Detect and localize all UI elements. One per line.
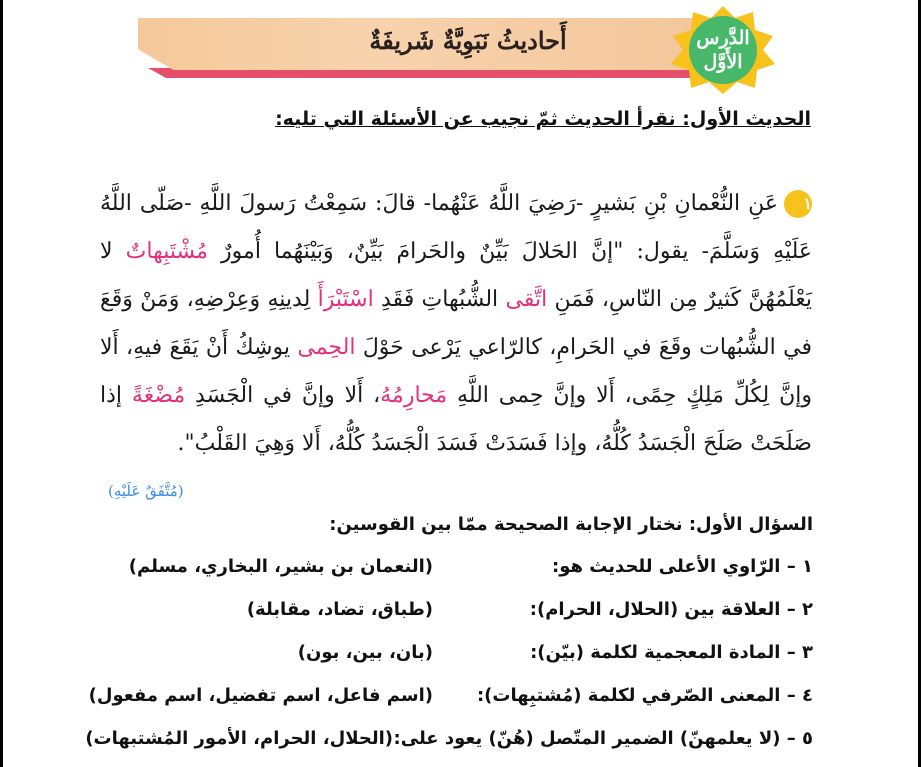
question-text: ٣ – المادة المعجمية لكلمة (بيّن): [530, 642, 813, 663]
question-options: (بان، بين، بون) [297, 642, 433, 663]
question-item [93, 599, 813, 629]
question-text: ٢ – العلاقة بين (الحلال، الحرام): [529, 599, 813, 620]
hadith-segment: عَنِ النُّعْمانِ بْنِ بَشيرٍ -رَضِيَ اللَّهُ عَنْهُما- قالَ: سَمِعْتُ رَسولَ اللَّهِ -صَلّى اللَّهُ عَلَيْهِ وَسَلَّمَ- يقول: "إنَّ الحَلالَ بَيِّنٌ والحَرامَ بَيِّنٌ، وَبَيْنَهُما أُمورٌ [100, 191, 812, 264]
badge-label [687, 26, 759, 74]
question-text: ١ – الرّاوي الأعلى للحديث هو: [552, 556, 813, 577]
badge-line-2: الأَوَّل [703, 51, 743, 73]
highlighted-word: الحِمى [297, 335, 356, 360]
hadith-source: (مُتَّفَقٌ عَلَيْهِ) [108, 482, 184, 500]
question-options: (طباق، تضاد، مقابلة) [246, 599, 433, 620]
lesson-banner [108, 4, 788, 96]
hadith-segment: الشُّبُهاتِ فَقَدِ [373, 287, 506, 312]
question-options: (النعمان بن بشير، البخاري، مسلم) [128, 556, 433, 577]
question-item [88, 685, 813, 715]
hadith-segment: ، أَلا وإنَّ في الْجَسَدِ [185, 383, 381, 408]
question-item [85, 728, 813, 758]
hadith-segment: لا يَعْلَمُهُنَّ كَثيرٌ مِن النّاسِ، فَمَنِ [100, 239, 813, 312]
hadith-text [100, 180, 812, 468]
hadith-segment: إذا صَلَحَتْ صَلَحَ الْجَسَدُ كُلُّهُ، وإذا فَسَدَتْ فَسَدَ الْجَسَدُ كُلُّهُ، أَلا وَهِيَ القَلْبُ". [100, 383, 812, 456]
page-border-left [0, 0, 3, 767]
highlighted-word: اسْتَبْرَأَ [317, 287, 374, 312]
question-options: (اسم فاعل، اسم تفضيل، اسم مفعول) [88, 685, 433, 706]
highlighted-word: مُضْغَةً [131, 383, 186, 408]
highlighted-word: اتَّقى [505, 287, 548, 312]
badge-line-1: الدَّرس [696, 27, 750, 49]
hadith-segment: يوشِكُ أَنْ يَقَعَ فيهِ، أَلا وإنَّ لِكُلِّ مَلِكٍ حِمًى، أَلا وإنَّ حِمى اللَّهِ [100, 335, 812, 408]
section-heading: الحديث الأول: نقرأ الحديث ثمّ نجيب عن الأسئلة التي تليه: [275, 108, 811, 130]
question-heading: السؤال الأول: نختار الإجابة الصحيحة ممّا بين القوسين: [329, 514, 813, 535]
lesson-title: أَحاديثُ نَبَوِيَّةٌ شَريفَةٌ [369, 26, 567, 55]
question-item [93, 642, 813, 672]
hadith-number-badge: ١ [784, 190, 812, 218]
highlighted-word: مَحارِمُهُ [380, 383, 448, 408]
question-text: ٥ – (لا يعلمهنّ) الضمير المتّصل (هُنّ) يعود على: [393, 728, 813, 749]
question-text: ٤ – المعنى الصّرفي لكلمة (مُشتبِهات): [476, 685, 813, 706]
hadith-segment: لِدينِهِ وَعِرْضِهِ، وَمَنْ وَقَعَ في الشُّبُهات وقَعَ في الحَرامِ، كالرّاعي يَرْعى حَوْلَ [100, 287, 812, 360]
question-item [93, 556, 813, 586]
lesson-badge [663, 4, 783, 96]
question-options: (الحلال، الحرام، الأمور المُشتبهات) [85, 728, 393, 749]
highlighted-word: مُشْتَبِهاتٌ [125, 239, 208, 264]
